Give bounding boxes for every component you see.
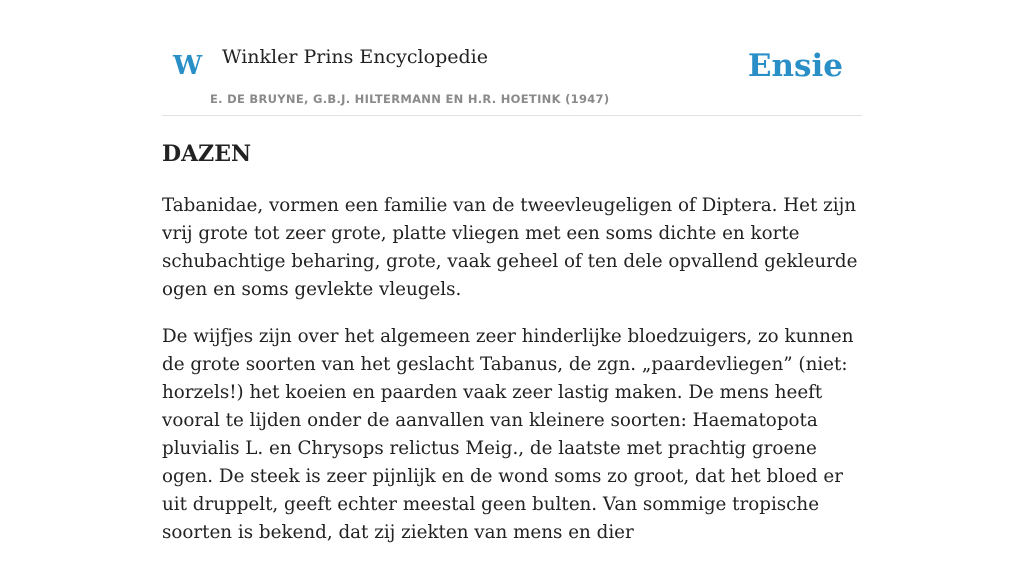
logo-w-icon[interactable]: W bbox=[173, 51, 203, 81]
publication-authors: E. DE BRUYNE, G.B.J. HILTERMANN EN H.R. HOETINK (1947) bbox=[210, 92, 610, 106]
header bbox=[162, 0, 862, 116]
publication-title[interactable]: Winkler Prins Encyclopedie bbox=[222, 46, 488, 68]
entry-title: DAZEN bbox=[162, 141, 252, 167]
article-page bbox=[162, 0, 862, 543]
entry-body bbox=[162, 192, 862, 566]
entry-paragraph: Tabanidae, vormen een familie van de tweevleugeligen of Diptera. Het zijn vrij grote tot zeer grote, platte vliegen met een soms dichte en korte schubachtige beharing, grote, vaak geheel of ten dele opvallend gekleurde ogen en soms gevlekte vleugels. bbox=[162, 195, 858, 300]
brand-logo[interactable]: Ensie bbox=[747, 48, 843, 84]
entry-paragraph: De wijfjes zijn over het algemeen zeer hinderlijke bloedzuigers, zo kunnen de grote soorten van het geslacht Tabanus, de zgn. „paardevliegen” (niet: horzels!) het koeien en paarden vaak zeer lastig maken. De mens heeft vooral te lijden onder de aanvallen van kleinere soorten: Haematopota pluvialis L. en Chrysops relictus Meig., de laatste met prachtig groene ogen. De steek is zeer pijnlijk en de wond soms zo groot, dat het bloed er uit druppelt, geeft echter meestal geen bulten. Van sommige tropische soorten is bekend, dat zij ziekten van mens en dier bbox=[162, 326, 854, 543]
